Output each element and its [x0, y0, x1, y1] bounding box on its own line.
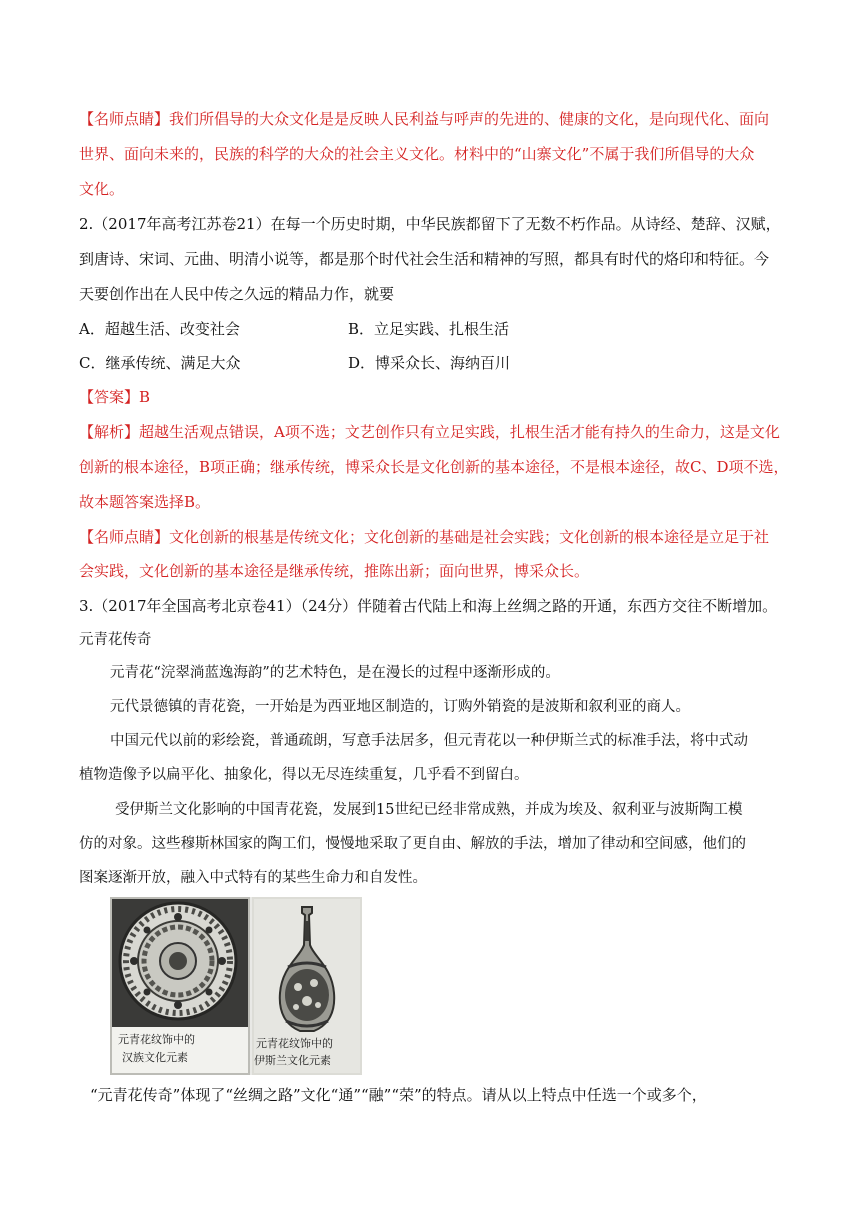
vase-caption-line-1: 元青花纹饰中的 [256, 1037, 333, 1050]
tip-line-1: 【名师点睛】我们所倡导的大众文化是是反映人民利益与呼声的先进的、健康的文化，是向现代化、面向 [79, 110, 770, 128]
plate-image [110, 897, 250, 1075]
tip2-line-1: 【名师点睛】文化创新的根基是传统文化；文化创新的基础是社会实践；文化创新的根本途径是立足于社 [79, 528, 770, 546]
material-para-3-line-2: 植物造像予以扁平化、抽象化，得以无尽连续重复，几乎看不到留白。 [79, 767, 529, 783]
vase-photo [252, 897, 362, 1075]
plate-caption-line-1: 元青花纹饰中的 [118, 1033, 195, 1046]
option-b: B．立足实践、扎根生活 [348, 320, 510, 338]
question-3-prompt: “元青花传奇”体现了“丝绸之路”文化“通”“融”“荣”的特点。请从以上特点中任选一个或多个， [90, 1086, 707, 1104]
question-3-line-1: 3.（2017年全国高考北京卷41）（24分）伴随着古代陆上和海上丝绸之路的开通，东西方交往不断增加。 [79, 597, 778, 615]
analysis-line-2: 创新的根本途径，B项正确；继承传统，博采众长是文化创新的基本途径，不是根本途径，故C、D项不选， [79, 458, 789, 476]
material-para-4-line-2: 仿的对象。这些穆斯林国家的陶工们，慢慢地采取了更自由、解放的手法，增加了律动和空间感，他们的 [79, 836, 746, 852]
question-2-line-3: 天要创作出在人民中传之久远的精品力作，就要 [79, 285, 395, 303]
material-para-4-line-1: 受伊斯兰文化影响的中国青花瓷，发展到15世纪已经非常成熟，并成为埃及、叙利亚与波斯陶工模 [115, 802, 743, 818]
material-para-2: 元代景德镇的青花瓷，一开始是为西亚地区制造的，订购外销瓷的是波斯和叙利亚的商人。 [110, 699, 690, 715]
tip-line-2: 世界、面向未来的，民族的科学的大众的社会主义文化。材料中的“山寨文化”不属于我们所倡导的大众 [79, 145, 755, 163]
question-2-line-2: 到唐诗、宋词、元曲、明清小说等，都是那个时代社会生活和精神的写照，都具有时代的烙印和特征。今 [79, 250, 770, 268]
option-d: D．博采众长、海纳百川 [348, 354, 511, 372]
porcelain-figure [110, 897, 362, 1075]
plate-photo [110, 897, 250, 1075]
material-para-1: 元青花“浣翠淌蓝逸海韵”的艺术特色，是在漫长的过程中逐渐形成的。 [110, 665, 560, 681]
material-para-3-line-1: 中国元代以前的彩绘瓷，普通疏朗，写意手法居多，但元青花以一种伊斯兰式的标准手法，将中式动 [110, 733, 748, 749]
tip2-line-2: 会实践，文化创新的基本途径是继承传统，推陈出新；面向世界，博采众长。 [79, 562, 590, 580]
tip-line-3: 文化。 [79, 180, 125, 198]
analysis-line-3: 故本题答案选择B。 [79, 493, 211, 511]
material-para-4-line-3: 图案逐渐开放，融入中式特有的某些生命力和自发性。 [79, 870, 427, 886]
question-2-line-1: 2.（2017年高考江苏卷21）在每一个历史时期，中华民族都留下了无数不朽作品。从诗经、楚辞、汉赋， [79, 215, 781, 233]
option-c: C．继承传统、满足大众 [79, 354, 241, 372]
material-heading: 元青花传奇 [79, 632, 152, 648]
plate-caption-line-2: 汉族文化元素 [122, 1051, 188, 1064]
option-a: A．超越生活、改变社会 [79, 320, 240, 338]
answer-label: 【答案】B [79, 388, 151, 406]
vase-caption-line-2: 伊斯兰文化元素 [254, 1054, 331, 1067]
analysis-line-1: 【解析】超越生活观点错误，A项不选；文艺创作只有立足实践，扎根生活才能有持久的生命力，这是文化 [79, 423, 780, 441]
